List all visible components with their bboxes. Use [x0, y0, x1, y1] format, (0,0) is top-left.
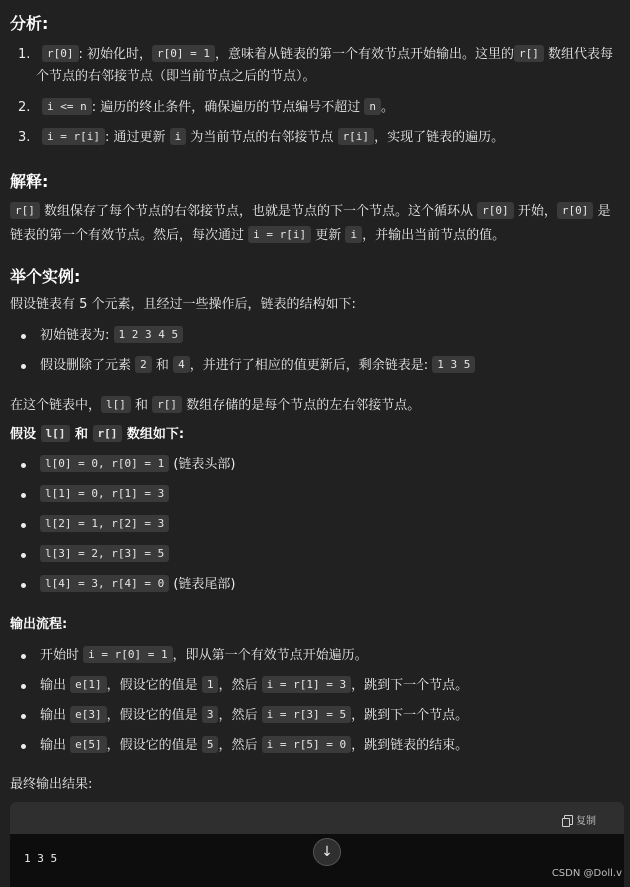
inline-code: r[0]	[557, 202, 594, 219]
inline-code: 3	[202, 706, 219, 723]
inline-code: i = r[1] = 3	[262, 676, 351, 693]
inline-code: r[]	[152, 396, 182, 413]
inline-code: 4	[173, 356, 190, 373]
inline-code: i <= n	[42, 98, 92, 115]
inline-code: i = r[3] = 5	[262, 706, 351, 723]
inline-code: l[2] = 1, r[2] = 3	[40, 515, 169, 532]
inline-code: 1 2 3 4 5	[114, 326, 184, 343]
watermark: CSDN @Doll.v	[551, 868, 622, 879]
analysis-heading: 分析:	[10, 14, 49, 33]
inline-code: l[]	[101, 396, 131, 413]
inline-code: e[3]	[70, 706, 107, 723]
example-para-3: 假设 l[] 和 r[] 数组如下:	[10, 427, 185, 442]
array-item-3	[18, 545, 169, 564]
flow-step-2: 输出 e[3] ，假设它的值是 3 ，然后 i = r[3] = 5 ，跳到下一个节点。	[40, 708, 469, 723]
flow-step-3: 输出 e[5] ，假设它的值是 5 ，然后 i = r[5] = 0 ，跳到链表的结束。	[40, 738, 469, 753]
analysis-item-1-cont: 个节点的右邻接节点（即当前节点之后的节点）。	[36, 69, 316, 84]
analysis-item-2: 2. i <= n : 遍历的终止条件，确保遍历的节点编号不超过 n 。	[18, 100, 395, 115]
inline-code: r[0]	[42, 45, 79, 62]
flow-step-start: 开始时 i = r[0] = 1 ，即从第一个有效节点开始遍历。	[40, 648, 368, 663]
example-intro: 假设链表有 5 个元素，且经过一些操作后，链表的结构如下:	[10, 297, 356, 312]
array-item-2	[18, 515, 169, 534]
copy-label: 复制	[576, 816, 596, 827]
example-para-2: 在这个链表中， l[] 和 r[] 数组存储的是每个节点的左右邻接节点。	[10, 398, 421, 413]
inline-code: 5	[202, 736, 219, 753]
inline-code: l[]	[41, 425, 71, 442]
inline-code: n	[364, 98, 381, 115]
inline-code: r[0]	[477, 202, 514, 219]
inline-code: 1 3 5	[432, 356, 475, 373]
inline-code: 2	[135, 356, 152, 373]
inline-code: i = r[0] = 1	[83, 646, 172, 663]
array-item-4: l[4] = 3, r[4] = 0 (链表尾部)	[18, 575, 236, 594]
inline-code: r[]	[10, 202, 40, 219]
inline-code: r[]	[93, 425, 123, 442]
inline-code: l[3] = 2, r[3] = 5	[40, 545, 169, 562]
final-label: 最终输出结果:	[10, 777, 93, 792]
inline-code: l[4] = 3, r[4] = 0	[40, 575, 169, 592]
inline-code: 1	[202, 676, 219, 693]
analysis-item-3: 3. i = r[i] : 通过更新 i 为当前节点的右邻接节点 r[i] ，实现了链表的遍历。	[18, 130, 505, 145]
flow-step-1: 输出 e[1] ，假设它的值是 1 ，然后 i = r[1] = 3 ，跳到下一个节点。	[40, 678, 469, 693]
arrow-down-icon: ↓	[321, 844, 333, 860]
code-output: 1 3 5	[24, 852, 58, 865]
example-heading: 举个实例:	[10, 267, 81, 286]
inline-code: e[1]	[70, 676, 107, 693]
flow-heading: 输出流程:	[10, 617, 68, 632]
inline-code: i = r[i]	[248, 226, 311, 243]
inline-code: i = r[i]	[42, 128, 105, 145]
inline-code: i	[345, 226, 362, 243]
inline-code: r[0] = 1	[152, 45, 215, 62]
array-item-0: l[0] = 0, r[0] = 1 (链表头部)	[18, 455, 236, 474]
copy-button[interactable]	[564, 812, 596, 827]
inline-code: e[5]	[70, 736, 107, 753]
inline-code: i = r[5] = 0	[262, 736, 351, 753]
explain-heading: 解释:	[10, 172, 49, 191]
example-bullet-1: 初始链表为: 1 2 3 4 5	[18, 326, 183, 345]
inline-code: l[0] = 0, r[0] = 1	[40, 455, 169, 472]
explain-line-1: r[] 数组保存了每个节点的右邻接节点，也就是节点的下一个节点。这个循环从 r[0] 开始， r[0] 是	[10, 202, 610, 221]
inline-code: r[i]	[338, 128, 375, 145]
scroll-down-button[interactable]	[313, 838, 341, 866]
explain-line-2: 链表的第一个有效节点。然后，每次通过 i = r[i] 更新 i ，并输出当前节点的值。	[10, 228, 506, 243]
inline-code: i	[170, 128, 187, 145]
array-item-1	[18, 485, 169, 504]
code-block-header	[10, 802, 624, 834]
inline-code: r[]	[514, 45, 544, 62]
inline-code: l[1] = 0, r[1] = 3	[40, 485, 169, 502]
analysis-item-1: 1. r[0] : 初始化时， r[0] = 1 ，意味着从链表的第一个有效节点开始输出。这里的 r[] 数组代表每	[18, 47, 614, 62]
copy-icon	[564, 815, 573, 825]
example-bullet-2: 假设删除了元素 2 和 4 ，并进行了相应的值更新后，剩余链表是: 1 3 5	[18, 356, 475, 375]
